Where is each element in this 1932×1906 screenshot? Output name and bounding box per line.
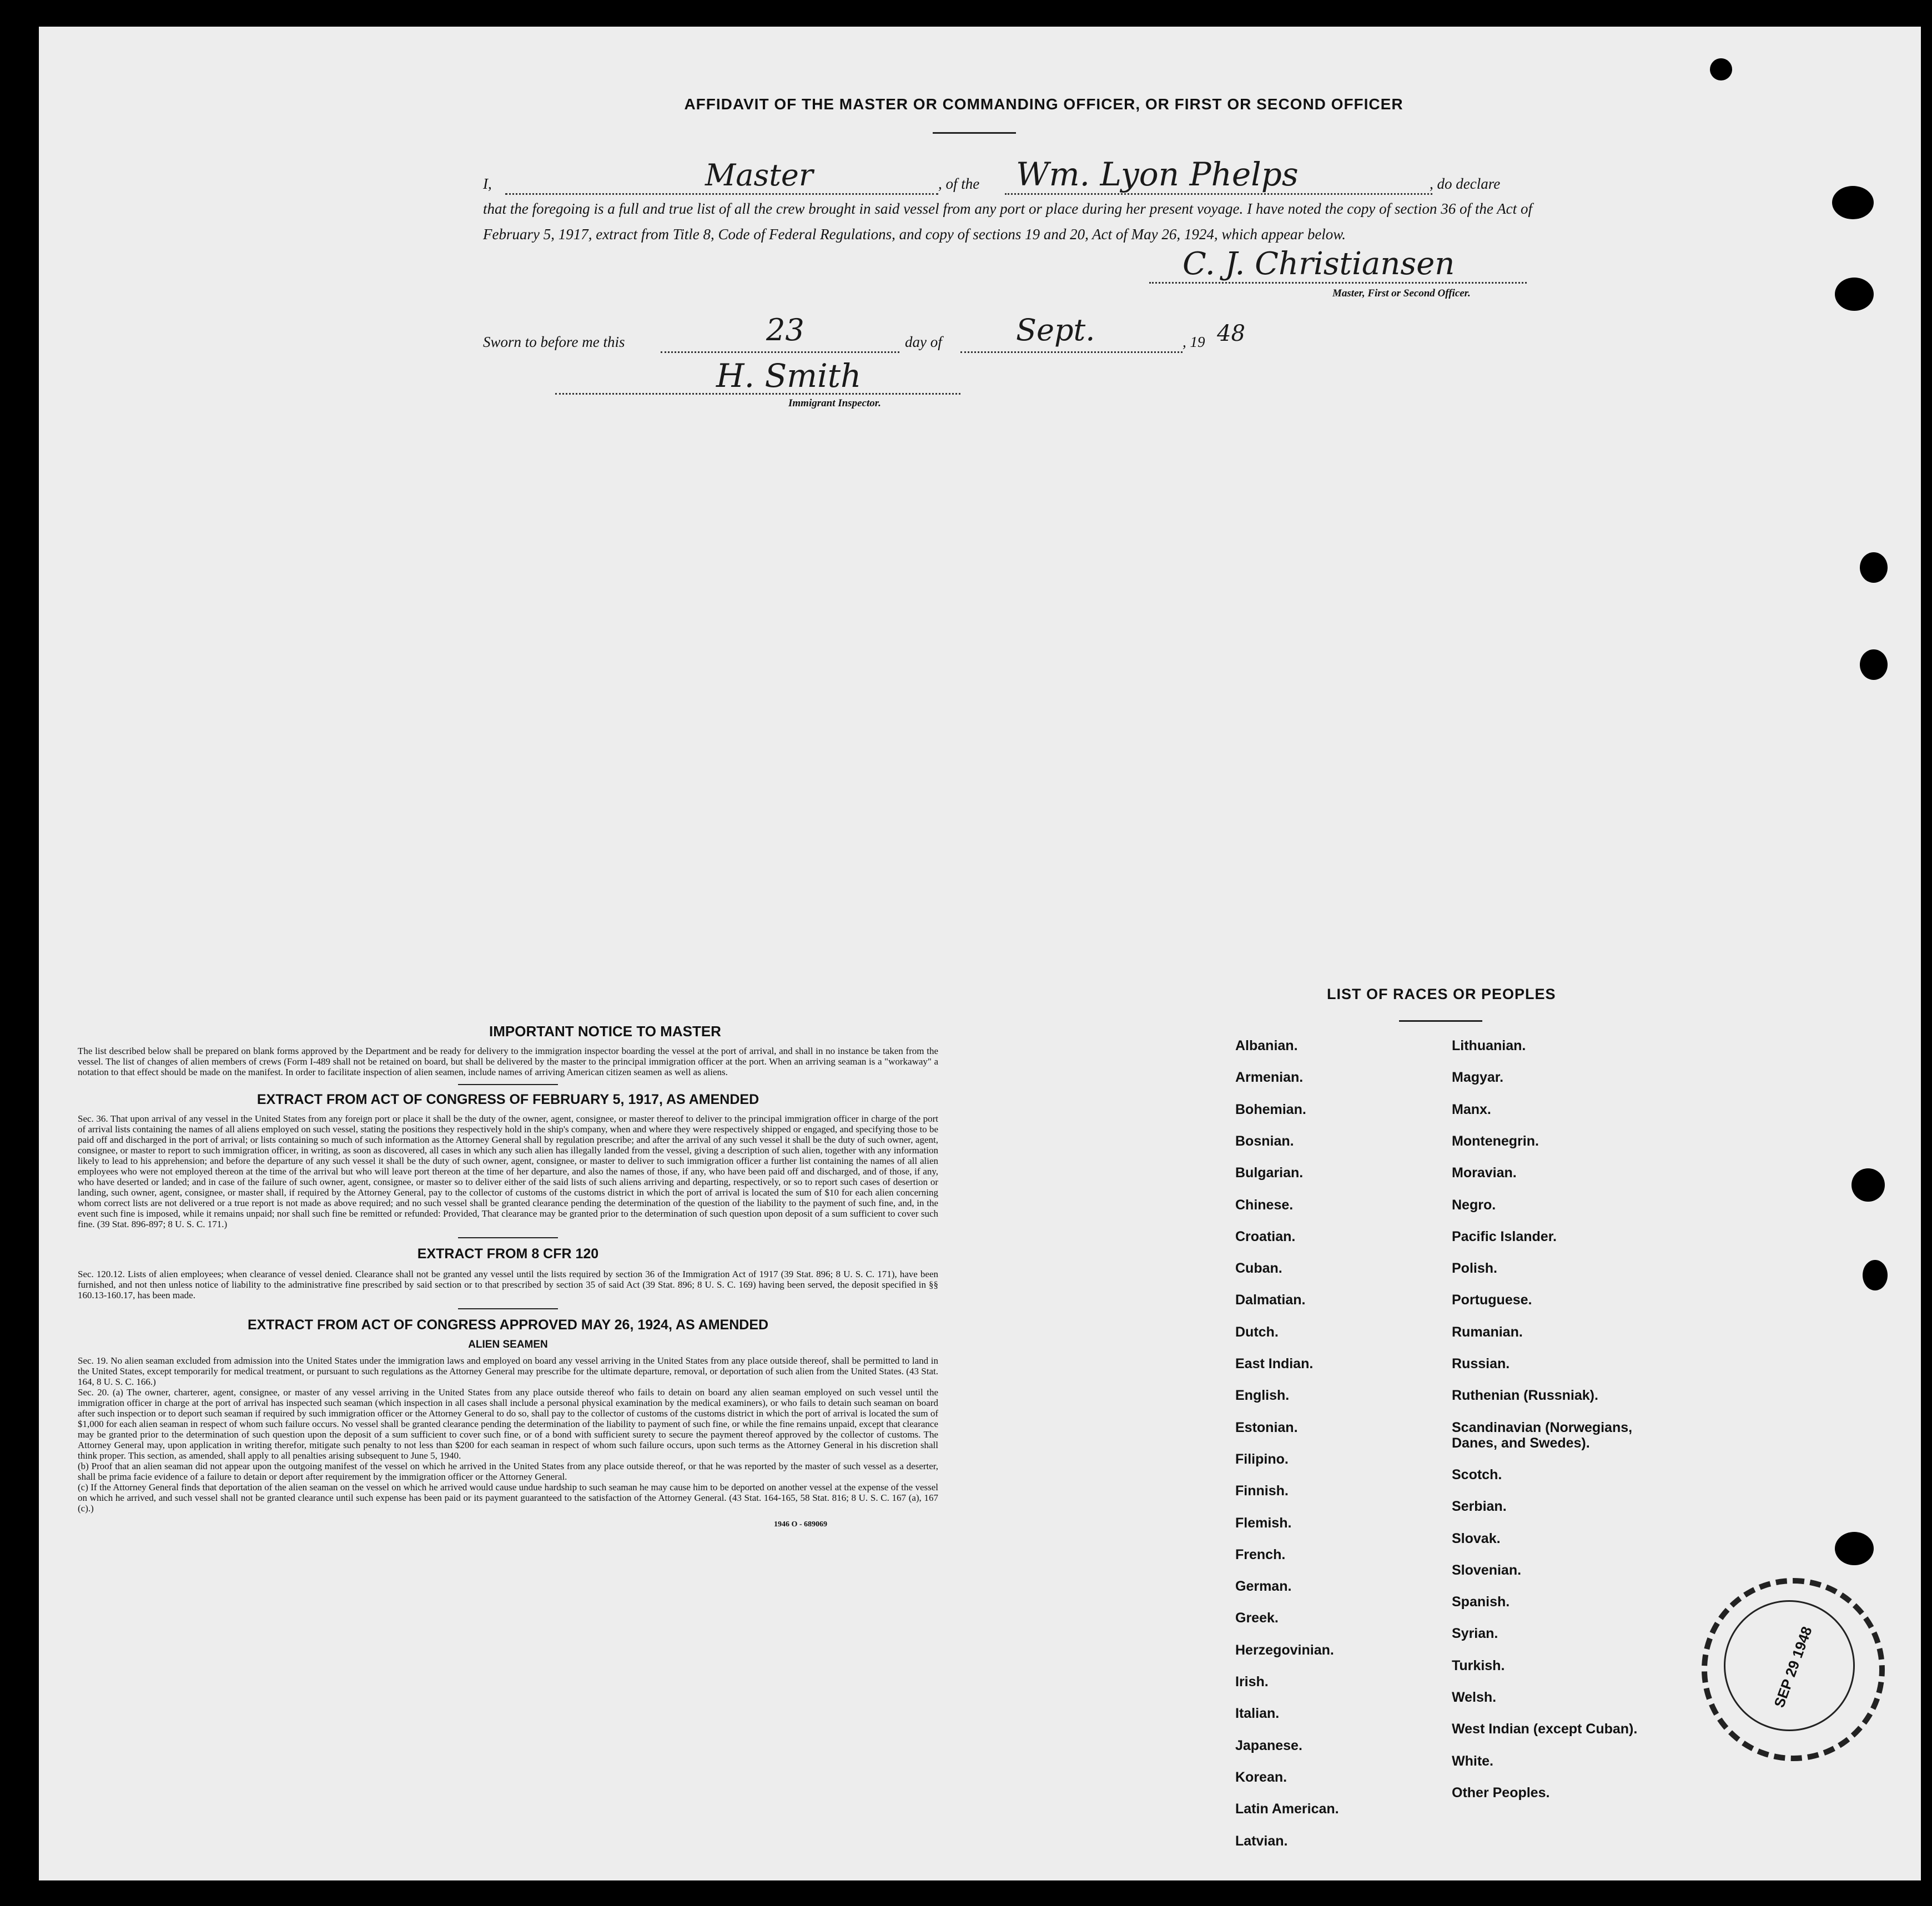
race-item: Armenian. [1235,1070,1304,1086]
race-item: Chinese. [1235,1197,1294,1213]
race-item: Spanish. [1452,1594,1510,1610]
race-item: Cuban. [1235,1260,1282,1277]
race-item: East Indian. [1235,1356,1314,1371]
punch-hole [1863,1260,1888,1290]
do-declare-label: , do declare [1430,175,1501,192]
day-of-label: day of [905,334,942,350]
punch-hole [1835,278,1874,311]
extract-1924-sec20a: Sec. 20. (a) The owner, charterer, agent, consignee, or master of any vessel arriving in the United States from any place outside thereof who fails to detain on board any alien seaman employed on such vessel until the immigration officer in charge at the port of arrival has inspected such seaman (which inspection in all cases shall include a personal physical examination by the medical examiners), or who fails to detain such seaman on board after such inspection or to deport such seaman if required by such immigration officer or the Attorney General to do so, shall pay to the collector of customs of the customs district in which the port of arrival is located the sum of $1,000 for each alien seaman in respect of whom such failure occurs. No vessel shall be granted clearance pending the determination of the liability to payment of such fine, or while the fine remains unpaid, except that clearance may be granted prior to the determination of such question upon the deposit of a sum sufficient to cover such fine, or of a bond with sufficient surety to secure the payment thereof approved by the collector of customs. The Attorney General may, upon application in writing therefor, mitigate such penalty to not less than $200 for each seaman in respect of whom such failure occurs, upon such terms as the Attorney General in his discretion shall think proper. This section, as amended, shall apply to all penalties arising subsequent to June 5, 1940. [78,1387,938,1461]
race-item: Italian. [1235,1706,1280,1722]
race-item: Welsh. [1452,1690,1497,1705]
race-item: White. [1452,1753,1493,1769]
inspector-caption: Immigrant Inspector. [788,397,881,409]
section-rule [458,1237,558,1238]
extract-cfr-text: Sec. 120.12. Lists of alien employees; when clearance of vessel denied. Clearance shall not be granted any vessel until the lists required by section 36 of the Immigration Act of 1917 (39 Stat. 896; 8 U. S. C. 171), have been furnished, and not then unless notice of liability to the administrative fine prescribed by said section or to that prescribed by section 35 of said Act (39 Stat. 896; 8 U. S. C. 169) having been served, the deposit specified in §§ 160.13-160.17, has been made. [78,1269,938,1300]
race-item: Croatian. [1235,1228,1296,1244]
race-item: Rumanian. [1452,1324,1523,1340]
race-item: Polish. [1452,1260,1497,1277]
race-item: French. [1235,1546,1286,1562]
section-rule [458,1308,558,1309]
stamp-date: SEP 29 1948 [1770,1624,1815,1710]
master-signature: C. J. Christiansen [1183,246,1455,282]
race-item: Irish. [1235,1674,1269,1690]
race-item: Lithuanian. [1452,1038,1526,1053]
race-item: Other Peoples. [1452,1784,1550,1801]
race-item: Dutch. [1235,1324,1279,1340]
affidavit-statement: that the foregoing is a full and true list of all the crew brought in said vessel from any port or place during her present voyage. I have noted the copy of section 36 of the Act of February 5, 1917, extract from Title 8, Code of Federal Regulations, and copy of sections 19 and 20, Act of May 26, 1924, which appear below. [483,200,1532,243]
races-title: LIST OF RACES OR PEOPLES [1327,986,1556,1002]
section-rule [458,1084,558,1085]
race-item: Flemish. [1235,1515,1292,1531]
master-handwritten: Master [705,158,813,193]
punch-hole [1860,649,1888,680]
race-item: Dalmatian. [1235,1292,1306,1308]
race-item: Manx. [1452,1101,1491,1117]
race-item: Scandinavian (Norwegians, [1452,1419,1633,1435]
signature-caption: Master, First or Second Officer. [1332,288,1471,299]
punch-hole [1710,58,1732,80]
day-dotted-line [661,351,899,353]
punch-hole [1832,186,1874,219]
year-handwritten: 48 [1217,321,1245,346]
extract-1924-sec20c: (c) If the Attorney General finds that deportation of the alien seaman on the vessel on which he arrived would cause undue hardship to such seaman he may cause him to be deported on another vessel at the expense of the vessel on which he arrived, and such vessel shall not be granted clearance until such expense has been paid or its payment guaranteed to the satisfaction of the Attorney General. (43 Stat. 164-165, 58 Stat. 816; 8 U. S. C. 167 (a), 167 (c).) [78,1482,938,1514]
race-item: Russian. [1452,1356,1510,1371]
notices-column [78,1023,938,1529]
master-dotted-line [505,193,938,195]
race-item: Negro. [1452,1197,1496,1213]
race-item: Magyar. [1452,1070,1504,1086]
race-item: Pacific Islander. [1452,1228,1557,1244]
notice-title: IMPORTANT NOTICE TO MASTER [489,1023,721,1040]
month-handwritten: Sept. [1016,312,1095,347]
race-item: Danes, and Swedes). [1452,1435,1590,1451]
race-item: Scotch. [1452,1466,1502,1483]
race-item: English. [1235,1388,1290,1404]
affidavit-title: AFFIDAVIT OF THE MASTER OR COMMANDING OFFICER, OR FIRST OR SECOND OFFICER [684,95,1403,113]
signature-line [1149,282,1527,284]
race-item: Japanese. [1235,1737,1302,1753]
alien-seamen-subtitle: ALIEN SEAMEN [468,1339,548,1350]
race-item: Bosnian. [1235,1133,1294,1149]
race-item: Estonian. [1235,1419,1298,1435]
title-rule [933,132,1016,134]
race-item: Albanian. [1235,1038,1298,1053]
notice-text: The list described below shall be prepared on blank forms approved by the Department and be ready for delivery to the immigration inspector boarding the vessel at the port of arrival, and shall in no instance be taken from the vessel. The list of changes of alien members of crews (Form I-489 shall not be retained on board, but shall be delivered by the master to the principal immigration officer at the port. When an arriving seaman is a "workaway" a notation to that effect should be made on the manifest. In order to facilitate inspection of alien seamen, include names of arriving American citizen seamen as well as aliens. [78,1046,938,1077]
races-title-rule [1399,1020,1482,1022]
race-item: Portuguese. [1452,1292,1532,1308]
punch-hole [1860,552,1888,583]
race-item: Slovenian. [1452,1562,1522,1578]
extract-cfr-title: EXTRACT FROM 8 CFR 120 [417,1246,599,1262]
sworn-prefix: Sworn to before me this [483,334,625,350]
race-item: Ruthenian (Russniak). [1452,1388,1598,1404]
immigration-date-stamp [1702,1578,1885,1761]
race-item: Bohemian. [1235,1101,1306,1117]
document-page [39,27,1921,1880]
race-item: Bulgarian. [1235,1165,1304,1181]
extract-1924-title: EXTRACT FROM ACT OF CONGRESS APPROVED MAY 26, 1924, AS AMENDED [247,1317,769,1333]
race-item: Latin American. [1235,1801,1339,1817]
punch-hole [1835,1532,1874,1565]
extract-1924-sec19: Sec. 19. No alien seaman excluded from admission into the United States under the immigration laws and employed on board any vessel arriving in the United States from any place outside thereof, shall be permitted to land in the United States, except temporarily for medical treatment, or pursuant to such regulations as the Attorney General may prescribe for the ultimate departure, removal, or deportation of such alien from the United States. (43 Stat. 164, 8 U. S. C. 166.) [78,1355,938,1387]
vessel-handwritten: Wm. Lyon Phelps [1016,155,1299,193]
race-item: Montenegrin. [1452,1133,1539,1149]
inspector-signature: H. Smith [716,357,862,395]
race-item: German. [1235,1579,1292,1595]
race-item: West Indian (except Cuban). [1452,1721,1638,1737]
race-item: Serbian. [1452,1499,1507,1515]
race-item: Filipino. [1235,1451,1289,1467]
extract-1917-title: EXTRACT FROM ACT OF CONGRESS OF FEBRUARY 5, 1917, AS AMENDED [256,1092,759,1107]
extract-1924-sec20b: (b) Proof that an alien seaman did not appear upon the outgoing manifest of the vessel on which he arrived in the United States from any place outside thereof, or that he was reported by the master of such vessel as a deserter, shall be prima facie evidence of a failure to detain or deport after requirement by the immigration officer or the Attorney General. [78,1461,938,1482]
race-item: Latvian. [1235,1833,1288,1849]
affidavit-line1-prefix: I, [483,175,492,192]
race-item: Syrian. [1452,1626,1498,1642]
day-handwritten: 23 [766,312,804,347]
race-item: Finnish. [1235,1483,1289,1499]
race-item: Slovak. [1452,1530,1501,1546]
race-item: Herzegovinian. [1235,1642,1334,1658]
of-the-label: , of the [938,175,980,192]
race-item: Korean. [1235,1769,1287,1785]
print-code: 1946 O - 689069 [773,1520,827,1529]
punch-hole [1852,1168,1885,1202]
month-dotted-line [960,351,1183,353]
race-item: Turkish. [1452,1657,1505,1673]
race-item: Greek. [1235,1610,1279,1626]
vessel-dotted-line [1005,193,1432,195]
race-item: Moravian. [1452,1165,1517,1181]
year-prefix: , 19 [1183,334,1205,350]
extract-1917-text: Sec. 36. That upon arrival of any vessel in the United States from any foreign port or place it shall be the duty of the owner, agent, consignee, or master thereof to deliver to the principal immigration officer in charge of the port of arrival lists containing the names of all aliens employed on such vessel, stating the positions they respectively hold in the ship's company, when and where they were respectively shipped or engaged, and specifying those to be paid off and discharged in the port of arrival; or lists containing so much of such information as the Attorney General shall by regulation prescribe; and after the arrival of any such vessel it shall be the duty of such owner, agent, consignee, or master to report to such immigration officer, in writing, as soon as discovered, all cases in which any such alien has illegally landed from the vessel, giving a description of such alien, together with any information likely to lead to his apprehension; and before the departure of any such vessel it shall be the duty of such owner, agent, consignee, or master to deliver to such immigration officer a further list containing the names of all alien employees who were not employed thereon at the time of the arrival but who will leave port thereon at the time of her departure, and also the names of those, if any, who have been paid off and discharged, and of those, if any, who have deserted or landed; and in case of the failure of such owner, agent, consignee, or master so to deliver either of the said lists of such aliens arriving and departing, respectively, or so to report such cases of desertion or landing, such owner, agent, consignee, or master shall, if required by the Attorney General, pay to the collector of customs of the customs district in which the port of arrival is located the sum of $10 for each alien concerning whom correct lists are not delivered or a true report is not made as above required; and no such vessel shall be granted clearance pending the determination of the question of the liability to the payment of such fine, and, in the event such fine is imposed, while it remains unpaid; nor shall such fine be remitted or refunded: Provided, That clearance may be granted prior to the determination of such question upon deposit of a sum sufficient to cover such fine. (39 Stat. 896-897; 8 U. S. C. 171.) [78,1113,938,1229]
